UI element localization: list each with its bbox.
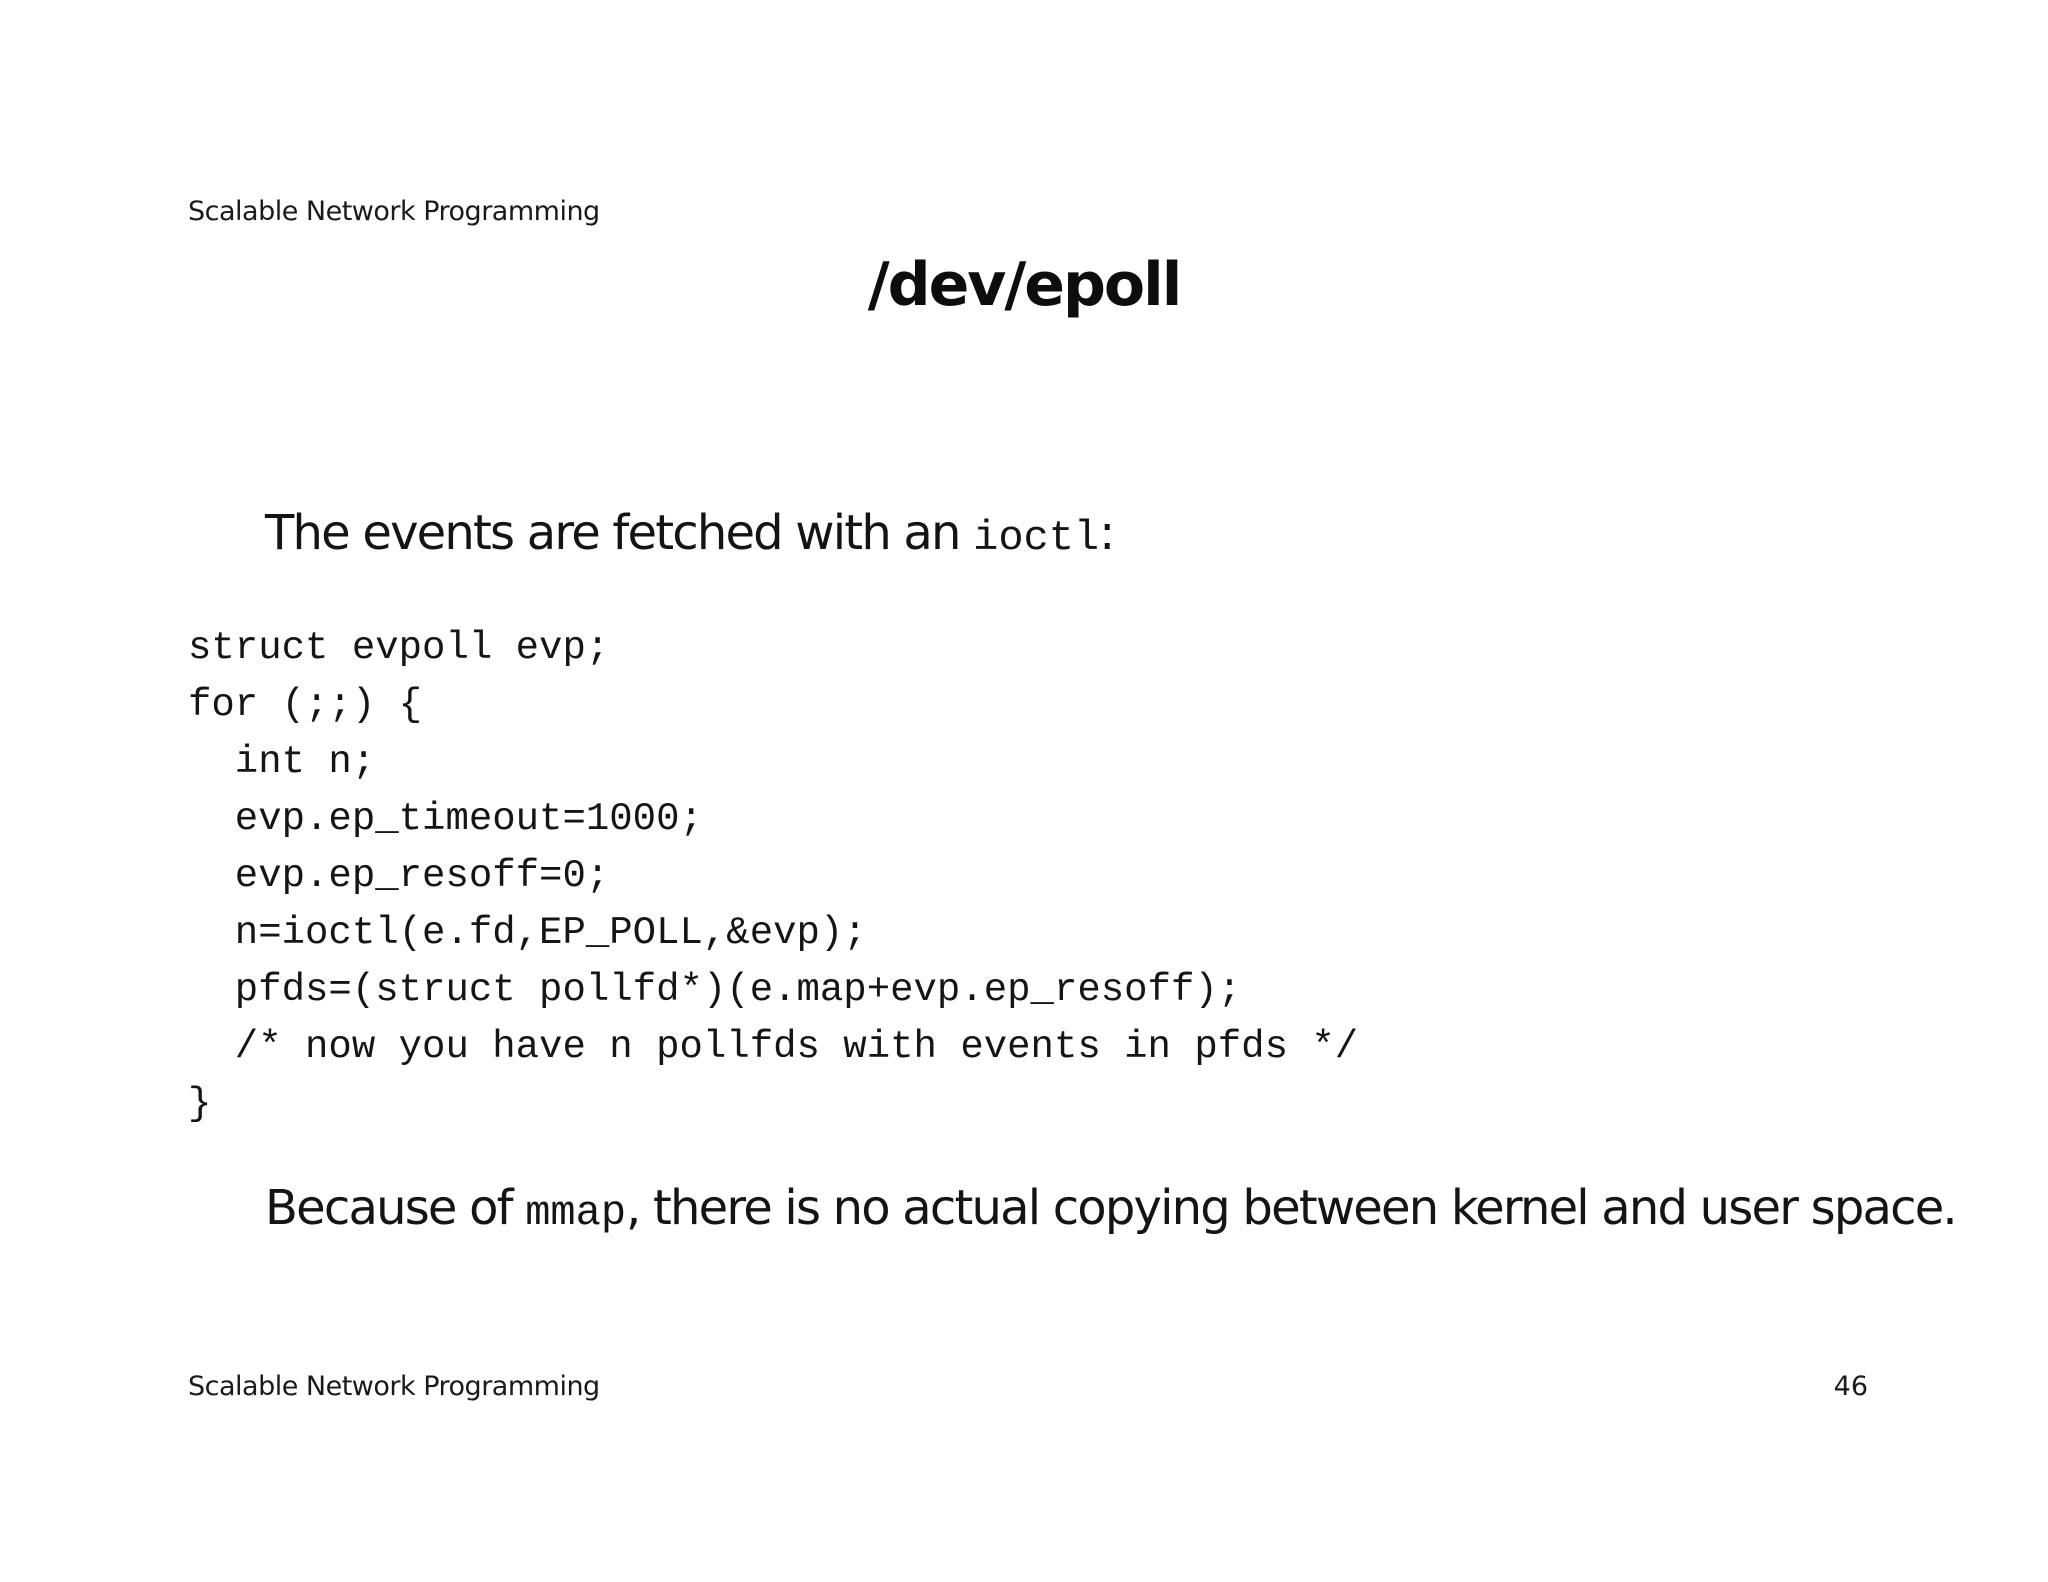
code-line: int n; [188, 740, 376, 784]
code-block [188, 620, 1358, 1133]
code-line: evp.ep_resoff=0; [188, 854, 610, 898]
conclusion-text-before: Because of [265, 1180, 526, 1236]
conclusion-inline-code: mmap [525, 1189, 627, 1237]
intro-paragraph [265, 505, 1114, 562]
code-line: for (;;) { [188, 683, 423, 727]
code-line: /* now you have n pollfds with events in pfds */ [188, 1025, 1359, 1069]
code-line: struct evpoll evp; [188, 626, 610, 670]
code-line: } [188, 1082, 212, 1126]
running-header: Scalable Network Programming [188, 196, 600, 227]
code-line: n=ioctl(e.fd,EP_POLL,&evp); [188, 911, 867, 955]
intro-text-before: The events are fetched with an [265, 505, 974, 561]
conclusion-text-after: , there is no actual copying between kernel and user space. [626, 1180, 1956, 1236]
slide-title: /dev/epoll [867, 250, 1181, 320]
intro-text-after: : [1099, 505, 1114, 561]
page-number: 46 [1833, 1371, 1868, 1402]
conclusion-paragraph [265, 1180, 1956, 1237]
intro-inline-code: ioctl [973, 514, 1100, 562]
running-footer: Scalable Network Programming [188, 1371, 600, 1402]
code-line: evp.ep_timeout=1000; [188, 797, 703, 841]
code-line: pfds=(struct pollfd*)(e.map+evp.ep_resoff); [188, 968, 1242, 1012]
